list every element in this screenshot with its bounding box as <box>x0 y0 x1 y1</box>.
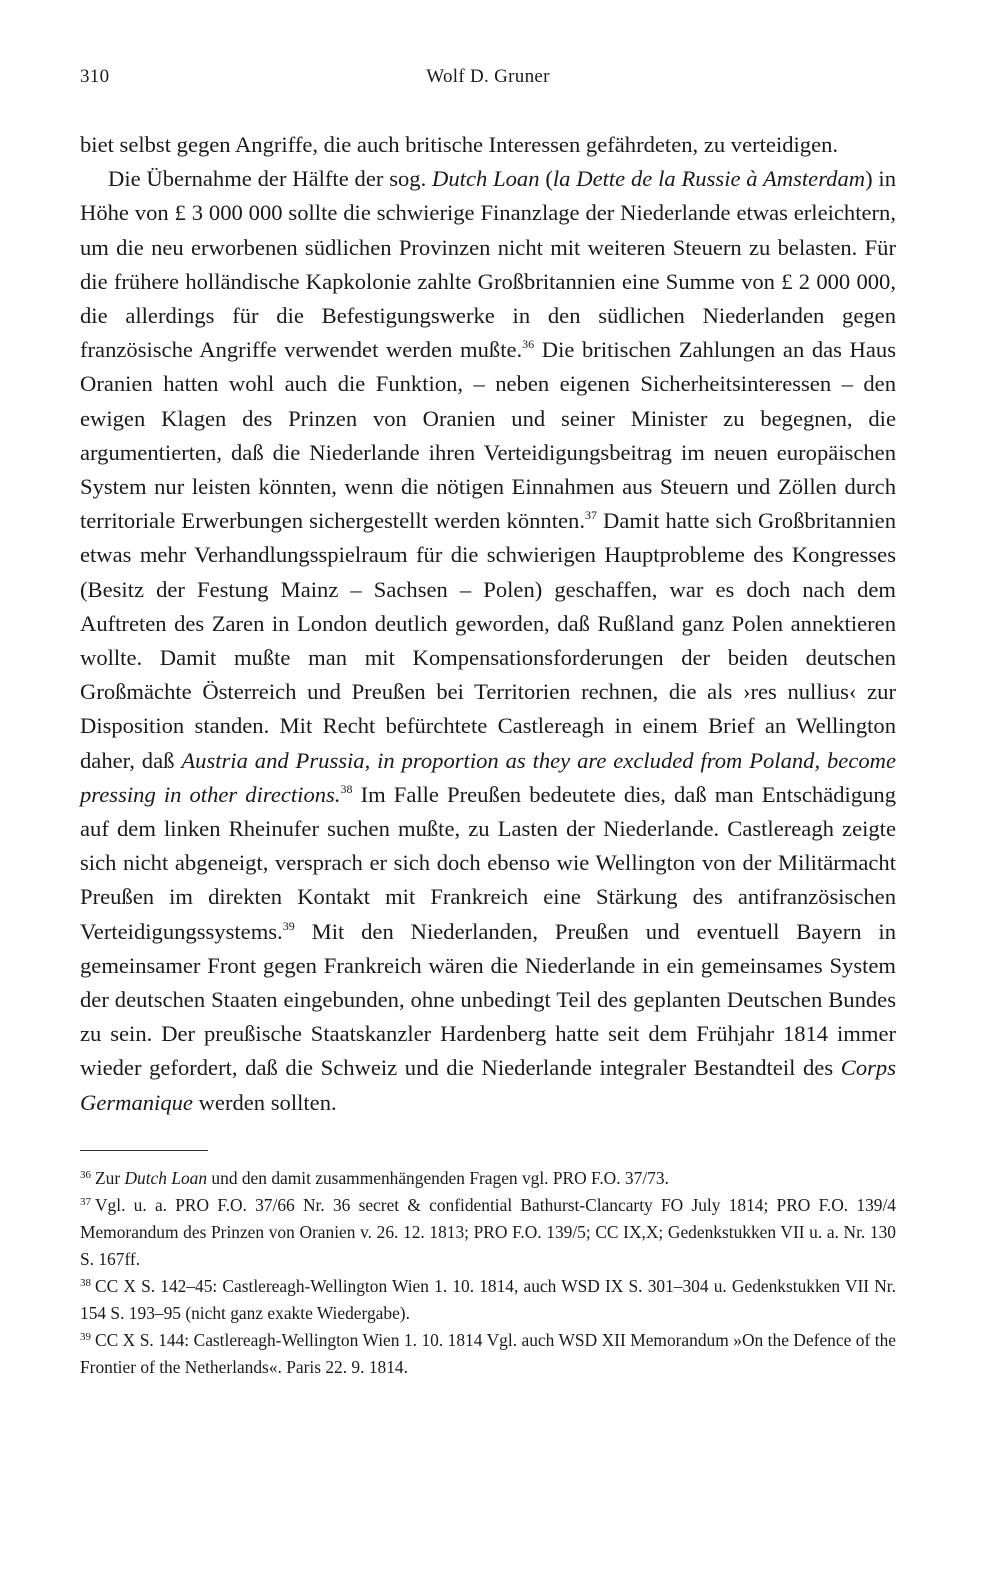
paragraph-main: Die Übernahme der Hälfte der sog. Dutch Loan (la Dette de la Russie à Amsterdam) in Höhe von £ 3 000 000 sollte die schwierige Finanzlage der Niederlande etwas erleichtern, um die neu erworbenen südlichen Provinzen nicht mit weiteren Steuern zu belasten. Für die frühere holländische Kapkolonie zahlte Großbritannien eine Summe von £ 2 000 000, die allerdings für die Befestigungswerke in den südlichen Niederlanden gegen französische Angriffe verwendet werden mußte.$^{36}$ Die britischen Zahlungen an das Haus Oranien hatten wohl auch die Funktion, – neben eigenen Sicherheitsinteressen – den ewigen Klagen des Prinzen von Oranien und seiner Minister zu begegnen, die argumentierten, daß die Niederlande ihren Verteidigungsbeitrag im neuen europäischen System nur leisten könnten, wenn die nötigen Einnahmen aus Steuern und Zöllen durch territoriale Erwerbungen sichergestellt werden könnten.$^{37}$ Damit hatte sich Großbritannien etwas mehr Verhandlungsspielraum für die schwierigen Hauptprobleme des Kongresses (Besitz der Festung Mainz – Sachsen – Polen) geschaffen, war es doch nach dem Auftreten des Zaren in London deutlich geworden, daß Rußland ganz Polen annektieren wollte. Damit mußte man mit Kompensationsforderungen der beiden deutschen Großmächte Österreich und Preußen bei Territorien rechnen, die als ›res nullius‹ zur Disposition standen. Mit Recht befürchtete Castlereagh in einem Brief an Wellington daher, daß Austria and Prussia, in proportion as they are excluded from Poland, become pressing in other directions.$^{38}$ Im Falle Preußen bedeutete dies, daß man Entschädigung auf dem linken Rheinufer suchen mußte, zu Lasten der Niederlande. Castlereagh zeigte sich nicht abgeneigt, versprach er sich doch ebenso wie Wellington von der Militärmacht Preußen im direkten Kontakt mit Frankreich eine Stärkung des antifranzösischen Verteidigungssystems.$^{39}$ Mit den Niederlanden, Preußen und eventuell Bayern in gemeinsamer Front gegen Frankreich wären die Niederlande in ein gemeinsames System der deutschen Staaten eingebunden, ohne unbedingt Teil des geplanten Deutschen Bundes zu sein. Der preußische Staatskanzler Hardenberg hatte seit dem Frühjahr 1814 immer wieder gefordert, daß die Schweiz und die Niederlande integraler Bestandteil des Corps Germanique werden sollten. <box>80 166 897 1115</box>
paragraph-continued: biet selbst gegen Angriffe, die auch britische Interessen gefährdeten, zu verteidigen. <box>80 132 839 157</box>
footnote-ref-38[interactable]: 38 <box>340 781 353 796</box>
footnotes <box>80 1165 896 1381</box>
footnote-number: 36 <box>80 1168 91 1181</box>
italic-quote: Austria and Prussia, in proportion as they are excluded from Poland, become pressing in other directions. <box>80 747 897 807</box>
footnote-39: $^{39}$ CC X S. 144: Castlereagh-Wellington Wien 1. 10. 1814 Vgl. auch WSD XII Memorandum »On the Defence of the Frontier of the Netherlands«. Paris 22. 9. 1814. <box>80 1329 896 1377</box>
footnote-divider <box>80 1150 208 1151</box>
page-number: 310 <box>80 66 110 87</box>
italic-term: Dutch Loan <box>432 166 540 192</box>
body-text <box>80 128 896 1120</box>
italic-term: Corps Germanique <box>80 1055 896 1115</box>
footnote-36: $^{36}$ Zur Dutch Loan und den damit zusammenhängenden Fragen vgl. PRO F.O. 37/73. <box>80 1167 669 1188</box>
footnote-number: 39 <box>80 1330 91 1343</box>
footnote-ref-39[interactable]: 39 <box>282 918 295 933</box>
page-header <box>80 66 896 96</box>
footnote-ref-37[interactable]: 37 <box>584 508 597 523</box>
italic-term: la Dette de la Russie à Amsterdam <box>552 166 866 192</box>
footnote-37: $^{37}$ Vgl. u. a. PRO F.O. 37/66 Nr. 36 secret & confidential Bathurst-Clancarty FO July 1814; PRO F.O. 139/4 Memorandum des Prinzen von Oranien v. 26. 12. 1813; PRO F.O. 139/5; CC IX,X; Gedenkstukken VII u. a. Nr. 130 S. 167ff. <box>80 1194 896 1269</box>
running-head-author: Wolf D. Gruner <box>426 66 550 87</box>
italic-term: Dutch Loan <box>124 1167 208 1188</box>
footnote-number: 38 <box>80 1276 91 1289</box>
book-page <box>80 66 896 1381</box>
footnote-number: 37 <box>80 1195 91 1208</box>
footnote-ref-36[interactable]: 36 <box>522 337 535 352</box>
footnote-38: $^{38}$ CC X S. 142–45: Castlereagh-Wellington Wien 1. 10. 1814, auch WSD IX S. 301–304 u. Gedenkstukken VII Nr. 154 S. 193–95 (nicht ganz exakte Wiedergabe). <box>80 1275 896 1323</box>
